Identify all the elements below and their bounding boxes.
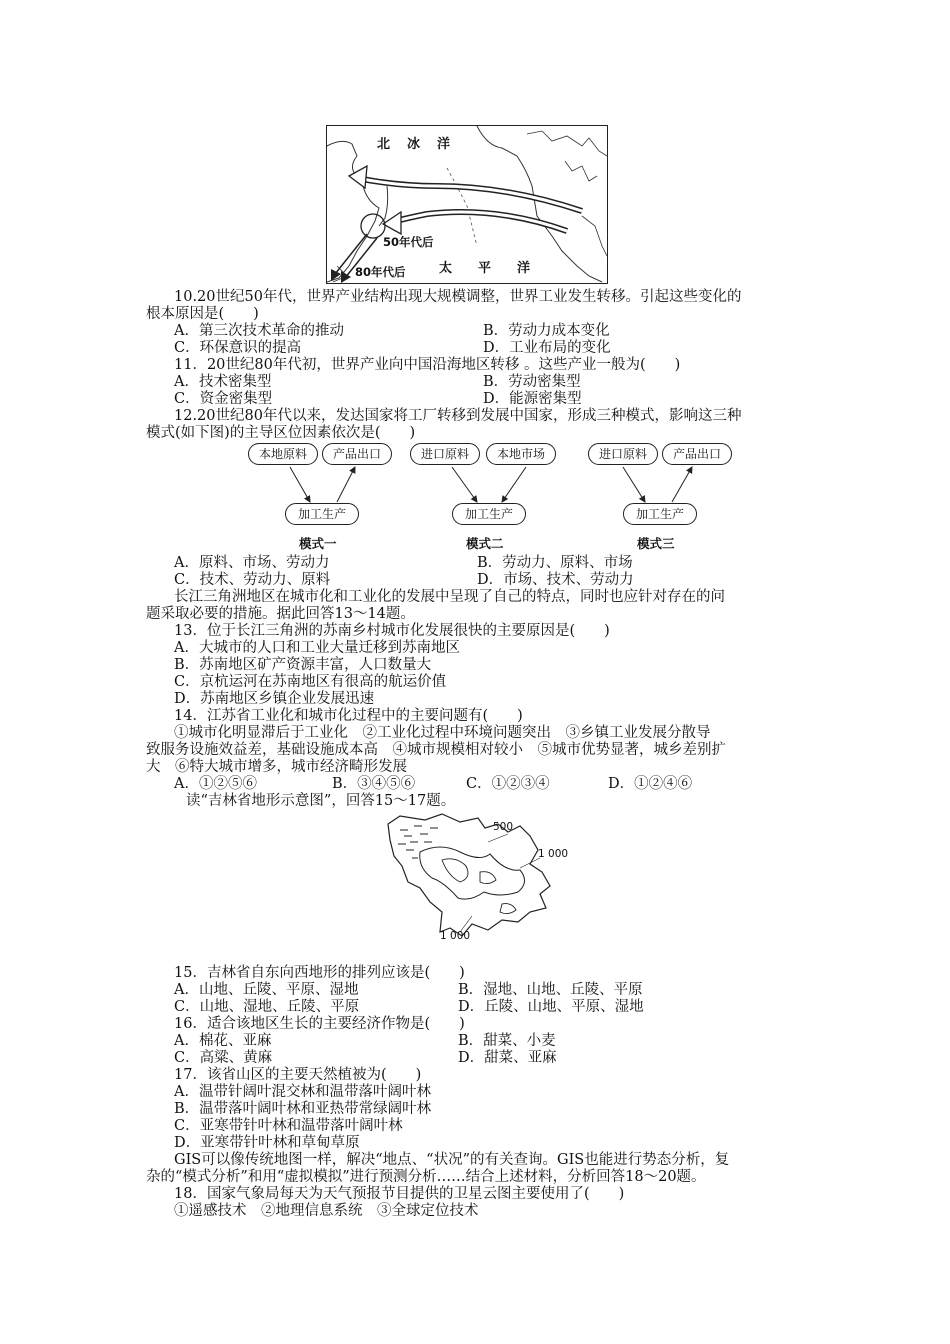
industry-transfer-map <box>326 125 608 284</box>
q14-option-b[interactable]: B．③④⑤⑥ <box>332 776 416 792</box>
mode2-label: 模式二 <box>466 536 504 551</box>
q18-stem: 18．国家气象局每天为天气预报节目提供的卫星云图主要使用了( ) <box>174 1186 625 1202</box>
mode-diagrams <box>240 440 740 552</box>
q15-option-b[interactable]: B．湿地、山地、丘陵、平原 <box>458 982 643 998</box>
mode2-bottom-box: 加工生产 <box>452 503 526 525</box>
q15-option-a[interactable]: A．山地、丘陵、平原、湿地 <box>174 982 359 998</box>
mode3-left-box: 进口原料 <box>588 443 658 465</box>
q13-option-a[interactable]: A．大城市的人口和工业大量迁移到苏南地区 <box>174 640 460 656</box>
q13-option-b[interactable]: B．苏南地区矿产资源丰富，人口数量大 <box>174 657 432 673</box>
q14-stem: 14．江苏省工业化和城市化过程中的主要问题有( ) <box>174 708 523 724</box>
q16-option-d[interactable]: D．甜菜、亚麻 <box>458 1050 557 1066</box>
q14-statements-line1: ①城市化明显滞后于工业化 ②工业化过程中环境问题突出 ③乡镇工业发展分散导 <box>174 725 711 741</box>
mode3-label: 模式三 <box>637 536 675 551</box>
q14-statements-line2: 致服务设施效益差，基础设施成本高 ④城市规模相对较小 ⑤城市优势显著，城乡差别扩 <box>146 742 726 758</box>
q10-option-a[interactable]: A．第三次技术革命的推动 <box>174 323 344 339</box>
q12-stem-line1: 12.20世纪80年代以来，发达国家将工厂转移到发展中国家，形成三种模式，影响这三种 <box>174 408 742 424</box>
q13-option-d[interactable]: D．苏南地区乡镇企业发展迅速 <box>174 691 375 707</box>
q17-option-a[interactable]: A．温带针阔叶混交林和温带落叶阔叶林 <box>174 1084 431 1100</box>
q10-option-c[interactable]: C．环保意识的提高 <box>174 340 302 356</box>
q14-option-a[interactable]: A．①②⑤⑥ <box>174 776 257 792</box>
q16-option-a[interactable]: A．棉花、亚麻 <box>174 1033 272 1049</box>
q11-option-a[interactable]: A．技术密集型 <box>174 374 272 390</box>
jilin-map-drawing <box>380 812 580 947</box>
q15-option-d[interactable]: D．丘陵、山地、平原、湿地 <box>458 999 644 1015</box>
q11-stem: 11．20世纪80年代初，世界产业向中国沿海地区转移 。这些产业一般为( ) <box>174 357 681 373</box>
q15-option-c[interactable]: C．山地、湿地、丘陵、平原 <box>174 999 360 1015</box>
q14-option-c[interactable]: C．①②③④ <box>466 776 550 792</box>
mode3-right-box: 产品出口 <box>662 443 732 465</box>
arctic-ocean-label: 北 冰 洋 <box>377 137 453 152</box>
q16-option-c[interactable]: C．高粱、黄麻 <box>174 1050 273 1066</box>
mode3-bottom-box: 加工生产 <box>623 503 697 525</box>
intro13-line1: 长江三角洲地区在城市化和工业化的发展中呈现了自己的特点，同时也应针对存在的问 <box>174 589 725 605</box>
mode1-right-box: 产品出口 <box>322 443 392 465</box>
q12-option-d[interactable]: D．市场、技术、劳动力 <box>477 572 634 588</box>
q12-stem-line2: 模式(如下图)的主导区位因素依次是( ) <box>146 425 416 441</box>
mode1-left-box: 本地原料 <box>248 443 318 465</box>
q12-option-a[interactable]: A．原料、市场、劳动力 <box>174 555 330 571</box>
q10-stem-line1: 10.20世纪50年代，世界产业结构出现大规模调整，世界工业发生转移。引起这些变化的 <box>174 289 742 305</box>
mode2-right-box: 本地市场 <box>486 443 556 465</box>
q14-option-d[interactable]: D．①②④⑥ <box>608 776 693 792</box>
q13-option-c[interactable]: C．京杭运河在苏南地区有很高的航运价值 <box>174 674 447 690</box>
q17-option-d[interactable]: D．亚寒带针叶林和草甸草原 <box>174 1135 360 1151</box>
mode2-left-box: 进口原料 <box>410 443 480 465</box>
contour-1000-label-south: 1 000 <box>440 930 471 942</box>
label-80s: 80年代后 <box>355 265 406 279</box>
q11-option-c[interactable]: C．资金密集型 <box>174 391 273 407</box>
intro15: 读“吉林省地形示意图”，回答15～17题。 <box>186 793 456 809</box>
q16-stem: 16．适合该地区生长的主要经济作物是( ) <box>174 1016 465 1032</box>
contour-500-label: 500 <box>493 821 514 833</box>
intro18-line1: GIS可以像传统地图一样，解决“地点、“状况”的有关查询。GIS也能进行势态分析，复 <box>174 1152 730 1168</box>
q17-option-c[interactable]: C．亚寒带针叶林和温带落叶阔叶林 <box>174 1118 403 1134</box>
q15-stem: 15．吉林省自东向西地形的排列应该是( ) <box>174 965 465 981</box>
jilin-terrain-map <box>380 812 580 947</box>
q10-option-b[interactable]: B．劳动力成本变化 <box>483 323 610 339</box>
mode1-label: 模式一 <box>299 536 337 551</box>
contour-1000-label-east: 1 000 <box>538 848 569 860</box>
q11-option-d[interactable]: D．能源密集型 <box>483 391 582 407</box>
label-50s: 50年代后 <box>383 235 434 249</box>
q16-option-b[interactable]: B．甜菜、小麦 <box>458 1033 556 1049</box>
q12-option-b[interactable]: B．劳动力、原料、市场 <box>477 555 633 571</box>
q17-stem: 17．该省山区的主要天然植被为( ) <box>174 1067 422 1083</box>
q10-option-d[interactable]: D．工业布局的变化 <box>483 340 611 356</box>
q18-statements: ①遥感技术 ②地理信息系统 ③全球定位技术 <box>174 1203 479 1219</box>
q14-statements-line3: 大 ⑥特大城市增多，城市经济畸形发展 <box>146 759 407 775</box>
intro18-line2: 杂的“模式分析”和用“虚拟模拟”进行预测分析……结合上述材料，分析回答18～20题。 <box>146 1169 706 1185</box>
q11-option-b[interactable]: B．劳动密集型 <box>483 374 581 390</box>
pacific-ocean-label: 太 平 洋 <box>439 261 531 276</box>
q10-stem-line2: 根本原因是( ) <box>146 306 259 322</box>
q12-option-c[interactable]: C．技术、劳动力、原料 <box>174 572 331 588</box>
q17-option-b[interactable]: B．温带落叶阔叶林和亚热带常绿阔叶林 <box>174 1101 432 1117</box>
intro13-line2: 题采取必要的措施。据此回答13～14题。 <box>146 606 415 622</box>
q13-stem: 13．位于长江三角洲的苏南乡村城市化发展很快的主要原因是( ) <box>174 623 610 639</box>
mode1-bottom-box: 加工生产 <box>285 503 359 525</box>
